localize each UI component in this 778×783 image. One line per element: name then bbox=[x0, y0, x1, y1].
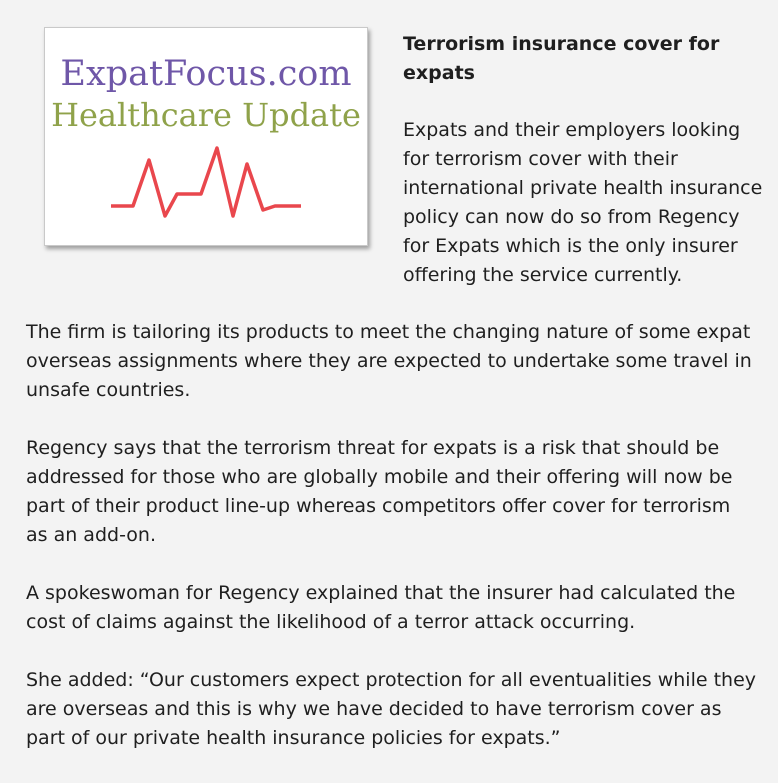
article-quote-paragraph: She added: “Our customers expect protection for all eventualities while they are overseas and this is why we have decided to have terrorism cover as part of our private health insurance policies for expats.” bbox=[26, 669, 757, 749]
heartbeat-icon bbox=[111, 146, 301, 226]
article-headline: Terrorism insurance cover for expats bbox=[403, 33, 720, 84]
article-intro: Expats and their employers looking for terrorism cover with their international private health insurance policy can now do so from Regency for Expats which is the only insurer offering the service currently. bbox=[403, 119, 763, 286]
logo-subtitle: Healthcare Update bbox=[51, 96, 361, 134]
healthcare-update-logo bbox=[44, 27, 368, 246]
article-paragraph: The firm is tailoring its products to meet the changing nature of some expat overseas assignments where they are expected to undertake some travel in unsafe countries. bbox=[26, 321, 752, 401]
article-paragraph: Regency says that the terrorism threat for expats is a risk that should be addressed for those who are globally mobile and their offering will now be part of their product line-up whereas competitors offer cover for terrorism as an add-on. bbox=[26, 437, 733, 546]
heartbeat-line bbox=[111, 148, 301, 216]
logo-site-name: ExpatFocus.com bbox=[60, 54, 352, 94]
article-paragraph: A spokeswoman for Regency explained that the insurer had calculated the cost of claims against the likelihood of a terror attack occurring. bbox=[26, 582, 736, 633]
